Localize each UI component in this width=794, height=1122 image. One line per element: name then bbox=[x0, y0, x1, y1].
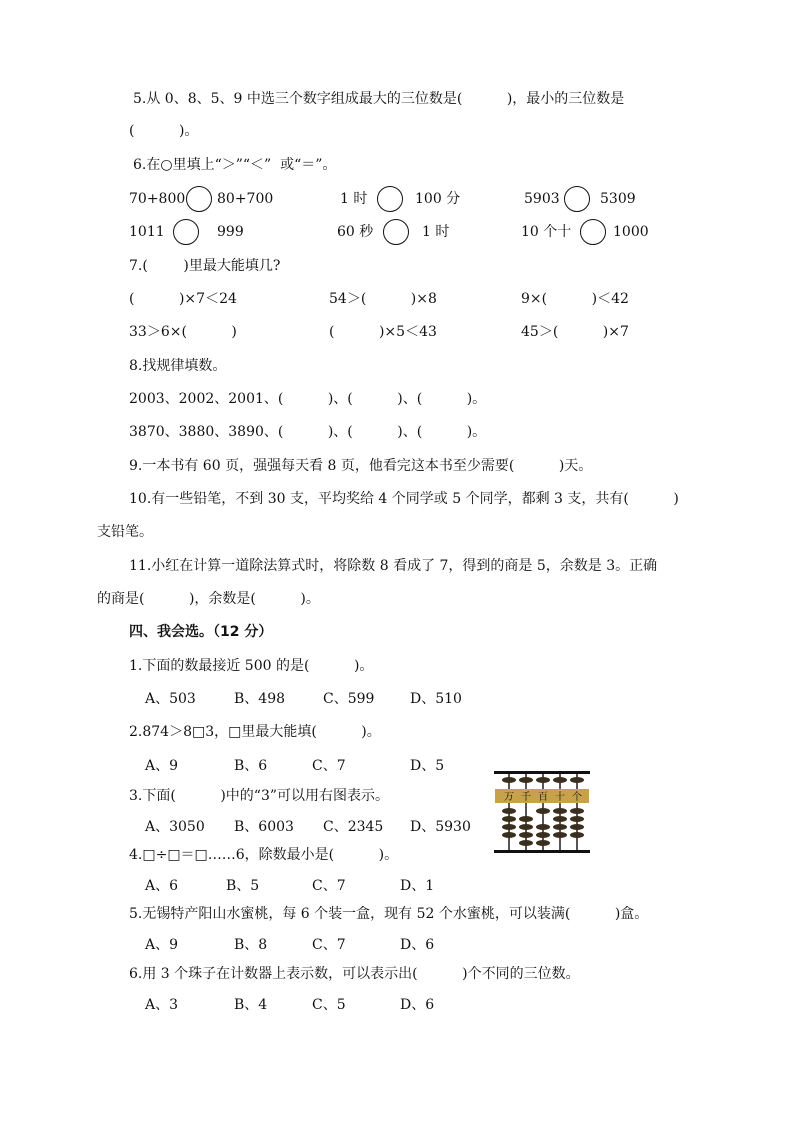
q11-line2: 的商是( )，余数是( )。 bbox=[97, 591, 320, 607]
choice-1-opt-b: B、498 bbox=[234, 691, 286, 707]
q5-line1: 5.从 0、8、5、9 中选三个数字组成最大的三位数是( )，最小的三位数是 bbox=[133, 91, 625, 107]
choice-2-opt-d: D、5 bbox=[410, 758, 445, 774]
q8-title: 8.找规律填数。 bbox=[129, 358, 227, 374]
choice-3-opt-d: D、5930 bbox=[410, 819, 471, 835]
choice-4-opt-b: B、5 bbox=[226, 878, 260, 894]
choice-1-opt-a: A、503 bbox=[145, 691, 196, 707]
choice-2-opt-c: C、7 bbox=[312, 758, 346, 774]
abacus-label-qian: 千 bbox=[521, 792, 531, 803]
q11-line1: 11.小红在计算一道除法算式时，将除数 8 看成了 7，得到的商是 5，余数是 3。正确 bbox=[129, 558, 658, 574]
abacus-label-shi: 十 bbox=[555, 792, 565, 803]
abacus-label-bai: 百 bbox=[538, 792, 548, 803]
q7-r2-b: ( )×5＜43 bbox=[329, 324, 437, 340]
choice-6-opt-a: A、3 bbox=[145, 997, 179, 1013]
choice-3-opt-a: A、3050 bbox=[145, 819, 205, 835]
q6-title: 6.在○里填上“＞”“＜” 或“＝”。 bbox=[133, 157, 337, 173]
choice-3-opt-c: C、2345 bbox=[323, 819, 384, 835]
q7-r1-a: ( )×7＜24 bbox=[129, 291, 237, 307]
abacus-label-ge: 个 bbox=[572, 792, 582, 803]
choice-6-opt-b: B、4 bbox=[234, 997, 268, 1013]
q6-r1-e: 5903 bbox=[524, 191, 560, 207]
choice-4-opt-d: D、1 bbox=[400, 878, 435, 894]
q6-r2-b: 999 bbox=[217, 224, 244, 240]
choice-4-opt-a: A、6 bbox=[145, 878, 179, 894]
q6-r2-c: 60 秒 bbox=[337, 224, 374, 240]
choice-5-opt-a: A、9 bbox=[145, 937, 179, 953]
choice-4-opt-c: C、7 bbox=[312, 878, 346, 894]
q7-title: 7.( )里最大能填几? bbox=[129, 258, 281, 274]
section-heading: 四、我会选。（12 分） bbox=[129, 624, 273, 640]
choice-5-opt-d: D、6 bbox=[400, 937, 435, 953]
abacus-top-frame bbox=[494, 771, 590, 774]
q6-r1-c: 1 时 bbox=[340, 191, 368, 207]
compare-circle[interactable] bbox=[173, 219, 199, 245]
compare-circle[interactable] bbox=[580, 219, 606, 245]
choice-1-question: 1.下面的数最接近 500 的是( )。 bbox=[129, 658, 374, 674]
q7-r2-a: 33＞6×( ) bbox=[129, 324, 237, 340]
abacus-bottom-frame bbox=[494, 850, 590, 853]
q6-r1-b: 80+700 bbox=[217, 191, 274, 207]
choice-2-opt-a: A、9 bbox=[145, 758, 179, 774]
q8-row2: 3870、3880、3890、( )、( )、( )。 bbox=[129, 424, 487, 440]
choice-2-opt-b: B、6 bbox=[234, 758, 268, 774]
compare-circle[interactable] bbox=[186, 186, 212, 212]
q6-r2-d: 1 时 bbox=[422, 224, 450, 240]
choice-1-opt-c: C、599 bbox=[323, 691, 375, 707]
choice-4-question: 4.□÷□＝□……6，除数最小是( )。 bbox=[129, 847, 399, 863]
q9: 9.一本书有 60 页，强强每天看 8 页，他看完这本书至少需要( )天。 bbox=[129, 458, 593, 474]
abacus-figure bbox=[494, 771, 590, 853]
choice-2-question: 2.874＞8□3，□里最大能填( )。 bbox=[129, 724, 381, 740]
choice-5-opt-c: C、7 bbox=[312, 937, 346, 953]
choice-1-opt-d: D、510 bbox=[410, 691, 462, 707]
q5-line2: ( )。 bbox=[129, 123, 199, 139]
choice-6-opt-d: D、6 bbox=[400, 997, 435, 1013]
q6-r1-f: 5309 bbox=[600, 191, 636, 207]
compare-circle[interactable] bbox=[377, 186, 403, 212]
q6-r1-a: 70+800 bbox=[129, 191, 186, 207]
choice-6-question: 6.用 3 个珠子在计数器上表示数，可以表示出( )个不同的三位数。 bbox=[129, 966, 580, 982]
q7-r1-b: 54＞( )×8 bbox=[329, 291, 437, 307]
q6-r2-e: 10 个十 bbox=[521, 224, 572, 240]
q8-row1: 2003、2002、2001、( )、( )、( )。 bbox=[129, 391, 487, 407]
q10-line1: 10.有一些铅笔，不到 30 支，平均奖给 4 个同学或 5 个同学，都剩 3 支，共有( ) bbox=[129, 491, 679, 507]
q7-r2-c: 45＞( )×7 bbox=[521, 324, 629, 340]
q10-line2: 支铅笔。 bbox=[97, 524, 153, 540]
q7-r1-c: 9×( )＜42 bbox=[521, 291, 629, 307]
compare-circle[interactable] bbox=[383, 219, 409, 245]
abacus-label-wan: 万 bbox=[504, 792, 514, 803]
choice-3-question: 3.下面( )中的“3”可以用右图表示。 bbox=[129, 788, 390, 804]
choice-6-opt-c: C、5 bbox=[312, 997, 346, 1013]
choice-3-opt-b: B、6003 bbox=[234, 819, 294, 835]
q6-r2-f: 1000 bbox=[613, 224, 649, 240]
choice-5-question: 5.无锡特产阳山水蜜桃，每 6 个装一盒，现有 52 个水蜜桃，可以装满( )盒。 bbox=[129, 906, 649, 922]
compare-circle[interactable] bbox=[564, 186, 590, 212]
q6-r2-a: 1011 bbox=[129, 224, 165, 240]
q6-r1-d: 100 分 bbox=[415, 191, 461, 207]
choice-5-opt-b: B、8 bbox=[234, 937, 268, 953]
